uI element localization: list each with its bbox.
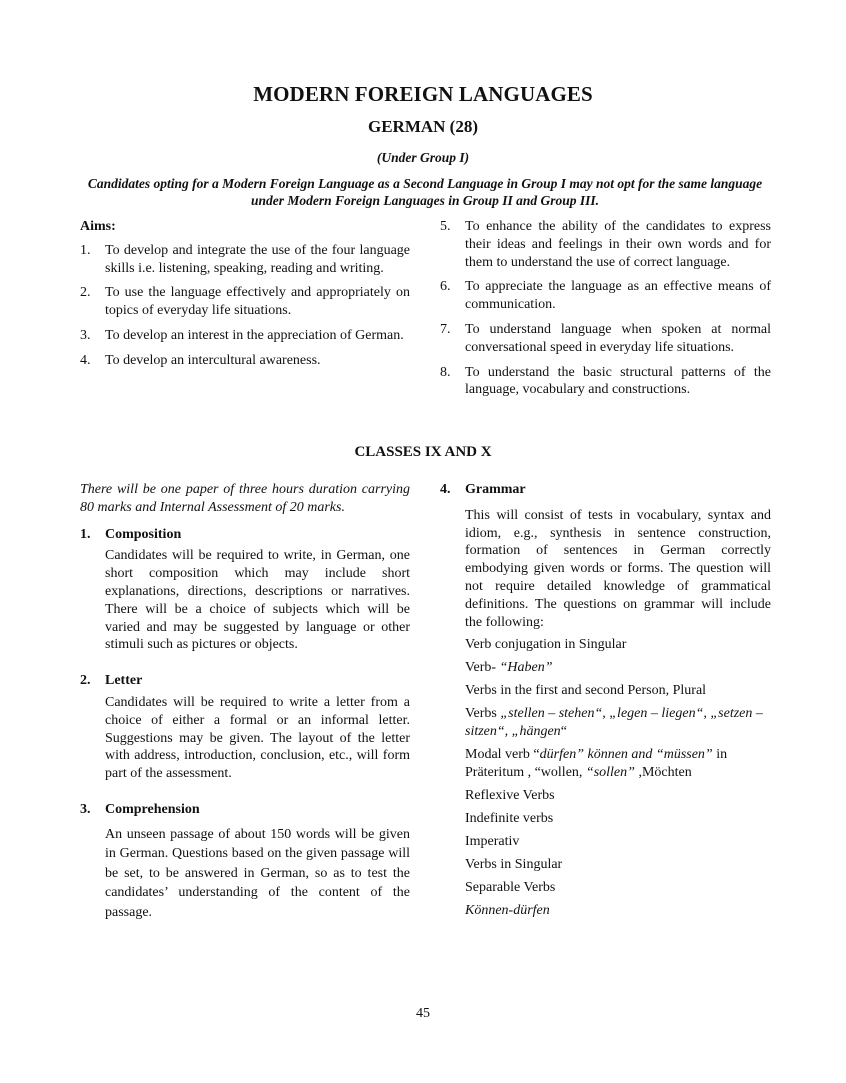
section-title-text: Letter (105, 673, 143, 689)
aims-right-column (440, 218, 771, 406)
section-title (80, 526, 410, 544)
item-suffix: “ (560, 724, 567, 740)
list-item (80, 242, 410, 278)
item-number: 3. (80, 327, 91, 343)
section-comprehension (80, 801, 410, 922)
section-title-text: Grammar (465, 482, 526, 497)
grammar-item (440, 659, 771, 677)
item-italic: dürfen” können and “müssen” (539, 747, 713, 763)
grammar-item: Indefinite verbs (465, 810, 554, 826)
grammar-item: Können-dürfen (465, 902, 550, 918)
item-number: 6. (440, 279, 451, 295)
aims-heading: Aims: (80, 219, 116, 234)
section-number: 1. (80, 526, 91, 542)
item-number: 2. (80, 285, 91, 301)
item-number: 7. (440, 321, 451, 337)
section-title-text: Composition (105, 526, 182, 542)
aims-left-column (80, 218, 410, 377)
list-item (440, 218, 771, 271)
group-note: (Under Group I) (376, 150, 470, 165)
page-subtitle: GERMAN (28) (367, 117, 478, 136)
classes-left-column (80, 481, 410, 935)
item-text: To enhance the ability of the candidates to express their ideas and feelings in their own words and for them to understand the use of correct language. (465, 219, 771, 270)
item-number: 5. (440, 219, 451, 234)
item-text: in Präteritum , “wollen, (465, 747, 728, 780)
aims-list-right (440, 218, 771, 399)
item-text: To develop an intercultural awareness. (105, 352, 321, 368)
page-number: 45 (416, 1006, 430, 1021)
grammar-item: Reflexive Verbs (465, 787, 555, 803)
grammar-item (440, 705, 771, 741)
list-item (440, 278, 771, 314)
grammar-item: Imperativ (465, 833, 520, 849)
section-text: An unseen passage of about 150 words will be given in German. Questions based on the given passage will be set, to be answered in German, so as to test the candidates’ understanding of the content of the passage. (105, 826, 410, 920)
item-text: To understand the basic structural patterns of the language, vocabulary and constructions. (465, 364, 771, 398)
item-italic: “sollen” (585, 764, 635, 780)
notice-text: Candidates opting for a Modern Foreign Language as a Second Language in Group I may not opt for the same language under Modern Foreign Languages in Group II and Group III. (87, 176, 763, 208)
section-title (440, 481, 771, 499)
grammar-item: Verb conjugation in Singular (465, 637, 627, 653)
item-number: 4. (80, 352, 91, 368)
list-item (80, 284, 410, 320)
paper-intro: There will be one paper of three hours duration carrying 80 marks and Internal Assessment of 20 marks. (80, 482, 410, 515)
classes-right-column (440, 481, 771, 925)
section-title (80, 801, 410, 819)
item-text: To appreciate the language as an effective means of communication. (465, 279, 771, 313)
page-title: MODERN FOREIGN LANGUAGES (253, 82, 593, 106)
section-text: Candidates will be required to write a letter from a choice of either a formal or an informal letter. Suggestions may be given. The layout of the letter with address, introduction, conclusion, etc., will form part of the assessment. (105, 694, 410, 782)
aims-list-left (80, 242, 410, 370)
item-number: 8. (440, 364, 451, 380)
item-text: To understand language when spoken at normal conversational speed in everyday life situations. (465, 321, 771, 355)
grammar-item (440, 746, 771, 782)
grammar-text: This will consist of tests in vocabulary, syntax and idiom, e.g., synthesis in sentence construction, formation of sentences in German correctly embodying given words or forms. The question will not require detailed knowledge of grammatical definitions. The questions on grammar will include the following: (465, 507, 771, 630)
grammar-item: Separable Verbs (465, 879, 556, 895)
list-item (440, 321, 771, 357)
list-item (440, 364, 771, 400)
section-title (80, 672, 410, 690)
section-composition (80, 526, 410, 655)
item-text: To develop an interest in the appreciation of German. (105, 327, 404, 343)
list-item (80, 352, 410, 370)
grammar-item: Verbs in the first and second Person, Plural (465, 683, 707, 699)
section-number: 4. (440, 482, 451, 497)
section-text: Candidates will be required to write, in German, one short composition which may include short explanations, directions, descriptions or narratives. There will be a choice of subjects which will be varied and may be suggested by language or other stimuli such as pictures or objects. (105, 548, 410, 653)
item-prefix: Modal verb “ (465, 747, 540, 763)
section-letter (80, 672, 410, 783)
section-number: 2. (80, 673, 91, 689)
item-number: 1. (80, 242, 91, 258)
item-suffix: ,Möchten (634, 764, 692, 780)
item-text: To use the language effectively and appropriately on topics of everyday life situations. (105, 285, 410, 319)
item-italic: „stellen – stehen“, „legen – liegen“, „setzen – sitzen“, „hängen (465, 706, 763, 740)
item-prefix: Verbs (465, 706, 501, 722)
grammar-item: Verbs in Singular (465, 856, 563, 872)
section-heading: CLASSES IX AND X (354, 444, 492, 460)
section-title-text: Comprehension (105, 801, 200, 817)
item-italic: “Haben” (499, 660, 553, 676)
item-prefix: Verb- (465, 660, 500, 676)
section-number: 3. (80, 801, 91, 817)
item-text: To develop and integrate the use of the four language skills i.e. listening, speaking, reading and writing. (105, 242, 410, 276)
list-item (80, 327, 410, 345)
